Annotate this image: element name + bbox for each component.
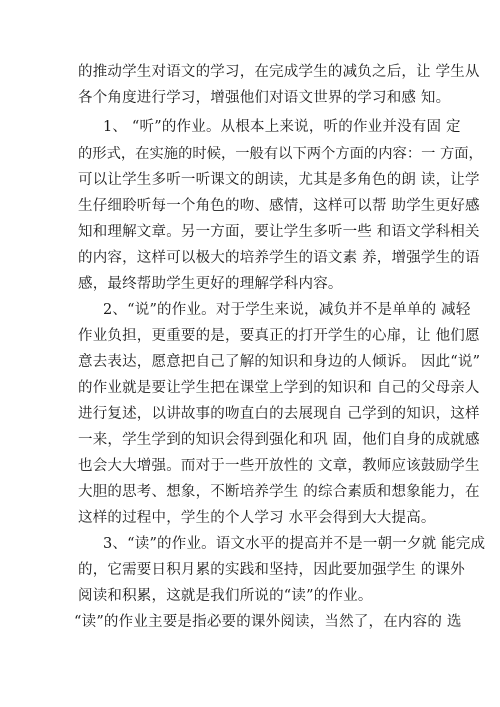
text-line: 也会大大增强。而对于一些开放性的 文章，教师应该鼓励学生 xyxy=(78,458,480,474)
text-line: 这样的过程中，学生的个人学习 水平会得到大大提高。 xyxy=(78,510,436,526)
text-line: “读”的作业主要是指必要的课外阅读，当然了，在内容的 选 xyxy=(74,614,462,630)
text-line: 各个角度进行学习，增强他们对语文世界的学习和感 知。 xyxy=(78,90,451,106)
text-line: 可以让学生多听一听课文的朗读，尤其是多角色的朗 读，让学 xyxy=(78,172,480,188)
text-line: 意去表达，愿意把自己了解的知识和身边的人倾诉。 因此“说” xyxy=(78,354,481,370)
paragraph-speak-heading: 2、“说”的作业。对于学生来说，减负并不是单单的 减轻 xyxy=(103,302,471,318)
text-line: 感，最终帮助学生更好的理解学科内容。 xyxy=(78,276,343,292)
paragraph-read-heading: 3、“读”的作业。语文水平的提高并不是一朝一夕就 能完成 xyxy=(103,536,486,552)
text-line: 阅读和积累，这就是我们所说的“读”的作业。 xyxy=(78,588,373,604)
text-line: 的，它需要日积月累的实践和坚持，因此要加强学生 的课外 xyxy=(78,562,466,578)
text-line: 的推动学生对语文的学习，在完成学生的减负之后，让 学生从 xyxy=(78,64,480,80)
text-line: 一来，学生学到的知识会得到强化和巩 固，他们自身的成就感 xyxy=(78,432,480,448)
text-line: 的内容，这样可以极大的培养学生的语文素 养，增强学生的语 xyxy=(78,250,480,266)
text-line: 知和理解文章。另一方面，要让学生多听一些 和语文学科相关 xyxy=(78,224,480,240)
text-line: 大胆的思考、想象，不断培养学生 的综合素质和想象能力，在 xyxy=(78,484,480,500)
text-line: 进行复述，以讲故事的吻直白的去展现自 己学到的知识，这样 xyxy=(78,406,480,422)
text-line: 作业负担，更重要的是，要真正的打开学生的心扉，让 他们愿 xyxy=(78,328,480,344)
text-line: 的形式，在实施的时候，一般有以下两个方面的内容：一 方面， xyxy=(78,146,483,162)
text-line: 生仔细聆听每一个角色的吻、感情，这样可以帮 助学生更好感 xyxy=(78,198,480,214)
text-line: 的作业就是要让学生把在课堂上学到的知识和 自己的父母亲人 xyxy=(78,380,480,396)
paragraph-listen-heading: 1、 “听”的作业。从根本上来说，听的作业并没有固 定 xyxy=(103,119,461,135)
